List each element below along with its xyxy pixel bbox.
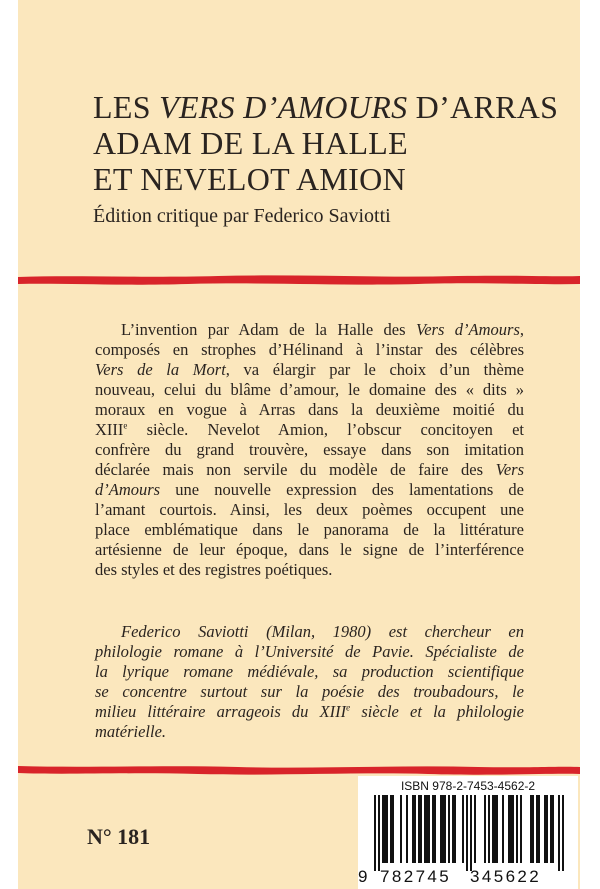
description-line: composés en strophes d’Hélinand à l’instar des célèbres xyxy=(95,340,524,359)
barcode-bar xyxy=(488,795,490,863)
barcode-bars xyxy=(368,795,568,871)
description-line: Vers de la Mort, va élargir par le choix d’un thème xyxy=(95,360,524,379)
barcode-bar xyxy=(420,795,422,863)
ean-left-group: 782745 xyxy=(380,867,452,886)
barcode-bar xyxy=(484,795,486,863)
barcode-bar xyxy=(532,795,534,863)
barcode-bar xyxy=(492,795,494,863)
barcode-bar xyxy=(558,795,560,871)
barcode-bar xyxy=(470,795,472,871)
barcode-bar xyxy=(544,795,546,863)
title-italic-vers-damours: VERS D’AMOURS xyxy=(159,89,408,125)
barcode-bar xyxy=(418,795,420,863)
barcode-bar xyxy=(412,795,414,863)
barcode-bar xyxy=(530,795,532,863)
barcode-bar xyxy=(378,795,380,871)
description-line: moraux en vogue à Arras dans la deuxième moitié du xyxy=(95,400,524,419)
description-line: l’amant courtois. Ainsi, les deux poèmes occupent une xyxy=(95,500,524,519)
barcode-bar xyxy=(474,795,476,863)
barcode-bar xyxy=(374,795,376,871)
barcode-bar xyxy=(390,795,392,863)
book-back-cover xyxy=(18,0,580,889)
description-line: d’Amours une nouvelle expression des lamentations de xyxy=(95,480,524,499)
description-line: place emblématique dans le panorama de la littérature xyxy=(95,520,524,539)
series-number: N° 181 xyxy=(87,824,151,849)
description-line: déclarée mais non servile du modèle de faire des Vers xyxy=(95,460,524,479)
barcode-bar xyxy=(508,795,510,863)
barcode-bar xyxy=(424,795,426,863)
barcode-bar xyxy=(494,795,496,863)
ean-digits xyxy=(358,867,578,887)
barcode-bar xyxy=(406,795,408,863)
ean-right-group: 345622 xyxy=(470,867,542,886)
description-line: nouveau, celui du blâme d’amour, le domaine des « dits » xyxy=(95,380,524,399)
barcode-bar xyxy=(434,795,436,863)
description-line: L’invention par Adam de la Halle des Vers d’Amours, xyxy=(121,320,525,339)
barcode-bar xyxy=(546,795,548,863)
description-line: confrère du grand trouvère, essaye dans son imitation xyxy=(95,440,524,459)
barcode-bar xyxy=(512,795,514,863)
edition-subtitle: Édition critique par Federico Saviotti xyxy=(93,205,391,227)
barcode-bar xyxy=(392,795,394,863)
barcode-bar xyxy=(462,795,464,863)
barcode-bar xyxy=(536,795,538,863)
barcode-bar xyxy=(452,795,454,863)
author-bio xyxy=(95,622,524,742)
description-line: XIIIe siècle. Nevelot Amion, l’obscur concitoyen et xyxy=(95,420,524,439)
barcode-bar xyxy=(466,795,468,871)
title-line-2: ADAM DE LA HALLE xyxy=(93,125,408,161)
description-line: des styles et des registres poétiques. xyxy=(95,560,333,579)
barcode-bar xyxy=(428,795,430,863)
book-description xyxy=(95,320,524,580)
bio-line: Federico Saviotti (Milan, 1980) est chercheur en xyxy=(121,622,524,641)
barcode-bar xyxy=(448,795,450,863)
bio-line: milieu littéraire arrageois du XIIIe siècle et la philologie xyxy=(95,702,524,721)
bio-line: matérielle. xyxy=(95,722,167,741)
barcode-bar xyxy=(454,795,456,863)
title-line-1: LES VERS D’AMOURS D’ARRAS xyxy=(93,89,559,125)
barcode-bar xyxy=(562,795,564,871)
barcode-bar xyxy=(444,795,446,863)
isbn-barcode xyxy=(358,776,578,889)
isbn-label: ISBN 978-2-7453-4562-2 xyxy=(400,779,536,793)
barcode-bar xyxy=(440,795,442,863)
barcode-bar xyxy=(400,795,402,863)
red-brush-rule-bottom xyxy=(18,763,580,777)
description-line: artésienne de leur époque, dans le signe de l’interférence xyxy=(95,540,524,559)
barcode-bar xyxy=(510,795,512,863)
ean-first-digit: 9 xyxy=(358,867,368,886)
barcode-bar xyxy=(414,795,416,863)
bio-line: se concentre surtout sur la poésie des troubadours, le xyxy=(95,682,524,701)
barcode-bar xyxy=(386,795,388,863)
barcode-bar xyxy=(520,795,522,863)
barcode-bar xyxy=(516,795,518,863)
barcode-bar xyxy=(550,795,552,863)
barcode-bar xyxy=(382,795,384,863)
barcode-bar xyxy=(538,795,540,863)
barcode-bar xyxy=(552,795,554,863)
bio-line: la lyrique romane médiévale, sa production scientifique xyxy=(95,662,524,681)
barcode-bar xyxy=(442,795,444,863)
barcode-bar xyxy=(432,795,434,863)
barcode-bar xyxy=(496,795,498,863)
title-line-3: ET NEVELOT AMION xyxy=(93,161,406,197)
bio-line: philologie romane à l’Université de Pavie. Spécialiste de xyxy=(95,642,524,661)
barcode-bar xyxy=(426,795,428,863)
barcode-bar xyxy=(502,795,504,863)
barcode-bar xyxy=(384,795,386,863)
red-brush-rule-top xyxy=(18,273,580,287)
